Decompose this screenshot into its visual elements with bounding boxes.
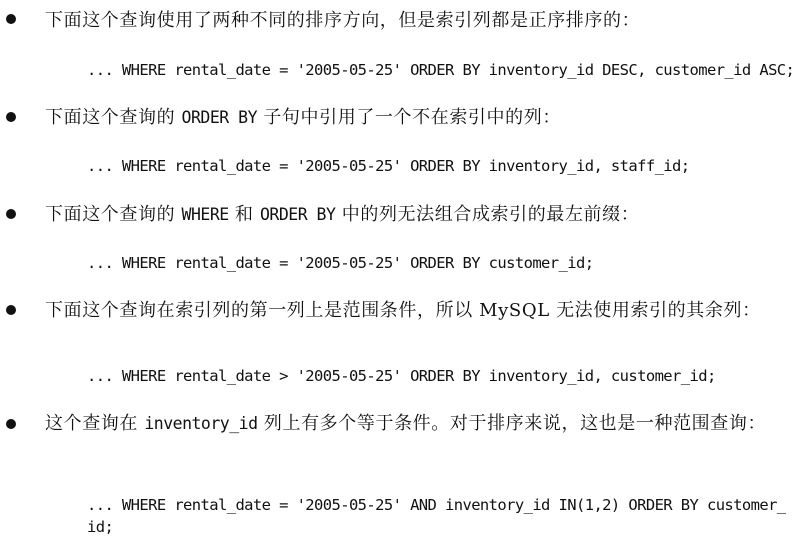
item-text — [45, 199, 805, 231]
keyword-order-by: ORDER BY — [181, 108, 258, 127]
text-part: 这个查询在 — [45, 413, 145, 434]
bullet-icon — [6, 14, 16, 24]
item-text: 下面这个查询使用了两种不同的排序方向，但是索引列都是正序排序的： — [45, 10, 641, 31]
keyword-where: WHERE — [181, 205, 229, 224]
text-part: 中的列无法组合成索引的最左前缀： — [335, 204, 640, 225]
bullet-icon — [6, 112, 16, 122]
text-part: 无法使用索引的其余列： — [549, 300, 761, 321]
code-line: ... WHERE rental_date = '2005-05-25' ORDER BY inventory_id DESC, customer_id ASC; — [87, 61, 795, 79]
text-part: 下面这个查询的 — [45, 107, 182, 128]
bullet-icon — [6, 305, 16, 315]
text-part: 和 — [228, 204, 260, 225]
keyword-order-by: ORDER BY — [259, 205, 336, 224]
column-name: inventory_id — [144, 414, 258, 433]
text-part: 子句中引用了一个不在索引中的列： — [257, 107, 561, 128]
product-name: MySQL — [479, 300, 550, 321]
code-line: ... WHERE rental_date > '2005-05-25' ORDER BY inventory_id, customer_id; — [87, 367, 716, 385]
code-line: id; — [87, 518, 114, 536]
item-text — [45, 102, 805, 134]
code-line: ... WHERE rental_date = '2005-05-25' AND inventory_id IN(1,2) ORDER BY customer_ — [87, 496, 786, 514]
code-line: ... WHERE rental_date = '2005-05-25' ORDER BY inventory_id, staff_id; — [87, 157, 690, 175]
item-text — [45, 408, 805, 440]
text-part: 下面这个查询在索引列的第一列上是范围条件，所以 — [45, 300, 480, 321]
item-text — [45, 295, 805, 327]
bullet-icon — [6, 209, 16, 219]
text-part: 下面这个查询的 — [45, 204, 182, 225]
bullet-icon — [6, 419, 16, 429]
code-line: ... WHERE rental_date = '2005-05-25' ORDER BY customer_id; — [87, 254, 594, 272]
text-part: 列上有多个等于条件。对于排序来说，这也是一种范围查询： — [257, 413, 767, 434]
